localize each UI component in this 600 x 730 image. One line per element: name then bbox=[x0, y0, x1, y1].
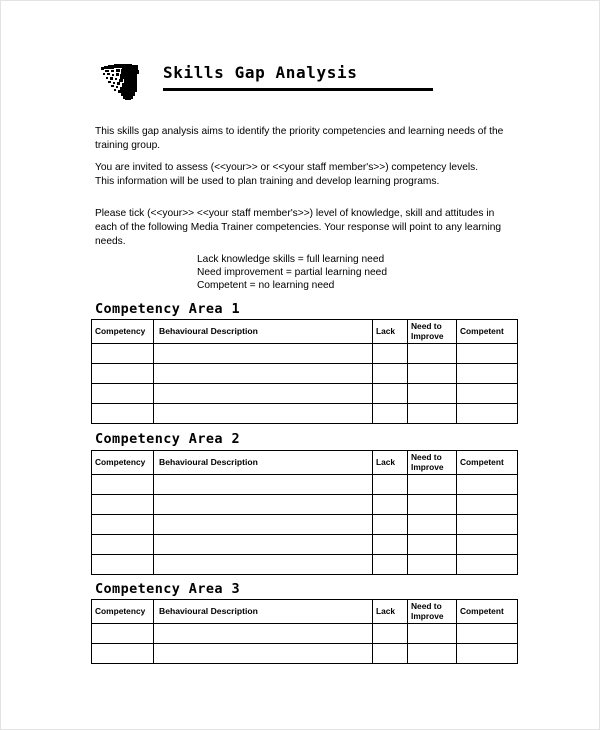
legend-item-competent: Competent = no learning need bbox=[197, 280, 335, 291]
cell-description[interactable] bbox=[154, 475, 373, 495]
column-header-competency: Competency bbox=[92, 451, 154, 475]
table-header-row bbox=[92, 451, 518, 475]
document-header bbox=[91, 57, 511, 107]
instruction-text: Please tick (<<your>> <<your staff member's>>) level of knowledge, skill and attitudes in each of the following Media Trainer competencies. Your response will point to any learning needs. bbox=[95, 208, 502, 247]
legend-item-lack: Lack knowledge skills = full learning need bbox=[197, 254, 385, 265]
column-header-competent: Competent bbox=[457, 320, 518, 344]
cell-lack[interactable] bbox=[373, 404, 408, 424]
cell-need-to-improve[interactable] bbox=[408, 344, 457, 364]
section-heading-1: Competency Area 1 bbox=[95, 301, 240, 317]
cell-competency[interactable] bbox=[92, 495, 154, 515]
cell-description[interactable] bbox=[154, 535, 373, 555]
document-body bbox=[1, 1, 600, 730]
cell-need-to-improve[interactable] bbox=[408, 475, 457, 495]
invitation-line-1: You are invited to assess (<<your>> or <<your staff member's>>) competency levels. bbox=[95, 162, 479, 173]
cell-need-to-improve[interactable] bbox=[408, 495, 457, 515]
cell-competency[interactable] bbox=[92, 535, 154, 555]
table-row bbox=[92, 344, 518, 364]
cell-competent[interactable] bbox=[457, 475, 518, 495]
instruction-paragraph bbox=[95, 207, 515, 249]
title-underline bbox=[163, 88, 433, 91]
cell-competent[interactable] bbox=[457, 515, 518, 535]
cell-competent[interactable] bbox=[457, 624, 518, 644]
column-header-lack: Lack bbox=[373, 600, 408, 624]
cell-lack[interactable] bbox=[373, 495, 408, 515]
cell-description[interactable] bbox=[154, 555, 373, 575]
cell-competent[interactable] bbox=[457, 644, 518, 664]
cell-need-to-improve[interactable] bbox=[408, 384, 457, 404]
legend-item-need: Need improvement = partial learning need bbox=[197, 267, 387, 278]
rating-legend bbox=[197, 253, 387, 292]
competency-table-3 bbox=[91, 599, 518, 664]
table-row bbox=[92, 364, 518, 384]
cell-description[interactable] bbox=[154, 495, 373, 515]
cell-competent[interactable] bbox=[457, 344, 518, 364]
cell-lack[interactable] bbox=[373, 384, 408, 404]
cell-lack[interactable] bbox=[373, 535, 408, 555]
competency-table-2 bbox=[91, 450, 518, 575]
cell-need-to-improve[interactable] bbox=[408, 535, 457, 555]
table-row bbox=[92, 384, 518, 404]
cell-competency[interactable] bbox=[92, 364, 154, 384]
table-row bbox=[92, 624, 518, 644]
cell-lack[interactable] bbox=[373, 555, 408, 575]
section-heading-3: Competency Area 3 bbox=[95, 581, 240, 597]
cell-description[interactable] bbox=[154, 344, 373, 364]
competency-table-1 bbox=[91, 319, 518, 424]
cell-competency[interactable] bbox=[92, 555, 154, 575]
table-row bbox=[92, 555, 518, 575]
cell-lack[interactable] bbox=[373, 364, 408, 384]
table-row bbox=[92, 495, 518, 515]
table-body bbox=[92, 624, 518, 664]
intro-paragraph bbox=[95, 125, 515, 153]
column-header-lack: Lack bbox=[373, 320, 408, 344]
cell-lack[interactable] bbox=[373, 475, 408, 495]
table-body bbox=[92, 344, 518, 424]
cell-description[interactable] bbox=[154, 515, 373, 535]
cell-need-to-improve[interactable] bbox=[408, 624, 457, 644]
table-row bbox=[92, 475, 518, 495]
cell-lack[interactable] bbox=[373, 515, 408, 535]
cell-need-to-improve[interactable] bbox=[408, 404, 457, 424]
cell-description[interactable] bbox=[154, 384, 373, 404]
cell-competency[interactable] bbox=[92, 644, 154, 664]
cell-need-to-improve[interactable] bbox=[408, 364, 457, 384]
table-header-row bbox=[92, 600, 518, 624]
cell-lack[interactable] bbox=[373, 624, 408, 644]
cell-description[interactable] bbox=[154, 644, 373, 664]
cell-competent[interactable] bbox=[457, 384, 518, 404]
cell-competency[interactable] bbox=[92, 344, 154, 364]
column-header-description: Behavioural Description bbox=[154, 451, 373, 475]
cell-description[interactable] bbox=[154, 404, 373, 424]
table-row bbox=[92, 535, 518, 555]
cell-competent[interactable] bbox=[457, 364, 518, 384]
cell-competency[interactable] bbox=[92, 515, 154, 535]
cell-description[interactable] bbox=[154, 364, 373, 384]
cell-competency[interactable] bbox=[92, 624, 154, 644]
column-header-competent: Competent bbox=[457, 600, 518, 624]
table-row bbox=[92, 515, 518, 535]
cell-competent[interactable] bbox=[457, 535, 518, 555]
cell-competency[interactable] bbox=[92, 384, 154, 404]
column-header-need-to-improve: Need to Improve bbox=[408, 320, 457, 344]
cell-competency[interactable] bbox=[92, 475, 154, 495]
cell-competent[interactable] bbox=[457, 404, 518, 424]
table-header-row bbox=[92, 320, 518, 344]
table-body bbox=[92, 475, 518, 575]
column-header-competent: Competent bbox=[457, 451, 518, 475]
column-header-description: Behavioural Description bbox=[154, 320, 373, 344]
pixel-art-logo-icon bbox=[99, 61, 147, 103]
cell-need-to-improve[interactable] bbox=[408, 515, 457, 535]
cell-competency[interactable] bbox=[92, 404, 154, 424]
cell-lack[interactable] bbox=[373, 344, 408, 364]
cell-competent[interactable] bbox=[457, 495, 518, 515]
invitation-paragraph bbox=[95, 161, 515, 189]
page-title: Skills Gap Analysis bbox=[163, 63, 358, 82]
column-header-competency: Competency bbox=[92, 320, 154, 344]
intro-text: This skills gap analysis aims to identify the priority competencies and learning needs of the training group. bbox=[95, 126, 504, 151]
cell-need-to-improve[interactable] bbox=[408, 555, 457, 575]
column-header-description: Behavioural Description bbox=[154, 600, 373, 624]
column-header-lack: Lack bbox=[373, 451, 408, 475]
column-header-competency: Competency bbox=[92, 600, 154, 624]
cell-competent[interactable] bbox=[457, 555, 518, 575]
cell-description[interactable] bbox=[154, 624, 373, 644]
cell-need-to-improve[interactable] bbox=[408, 644, 457, 664]
invitation-line-2: This information will be used to plan training and develop learning programs. bbox=[95, 176, 440, 187]
section-heading-2: Competency Area 2 bbox=[95, 431, 240, 447]
table-row bbox=[92, 404, 518, 424]
cell-lack[interactable] bbox=[373, 644, 408, 664]
table-row bbox=[92, 644, 518, 664]
column-header-need-to-improve: Need to Improve bbox=[408, 451, 457, 475]
column-header-need-to-improve: Need to Improve bbox=[408, 600, 457, 624]
